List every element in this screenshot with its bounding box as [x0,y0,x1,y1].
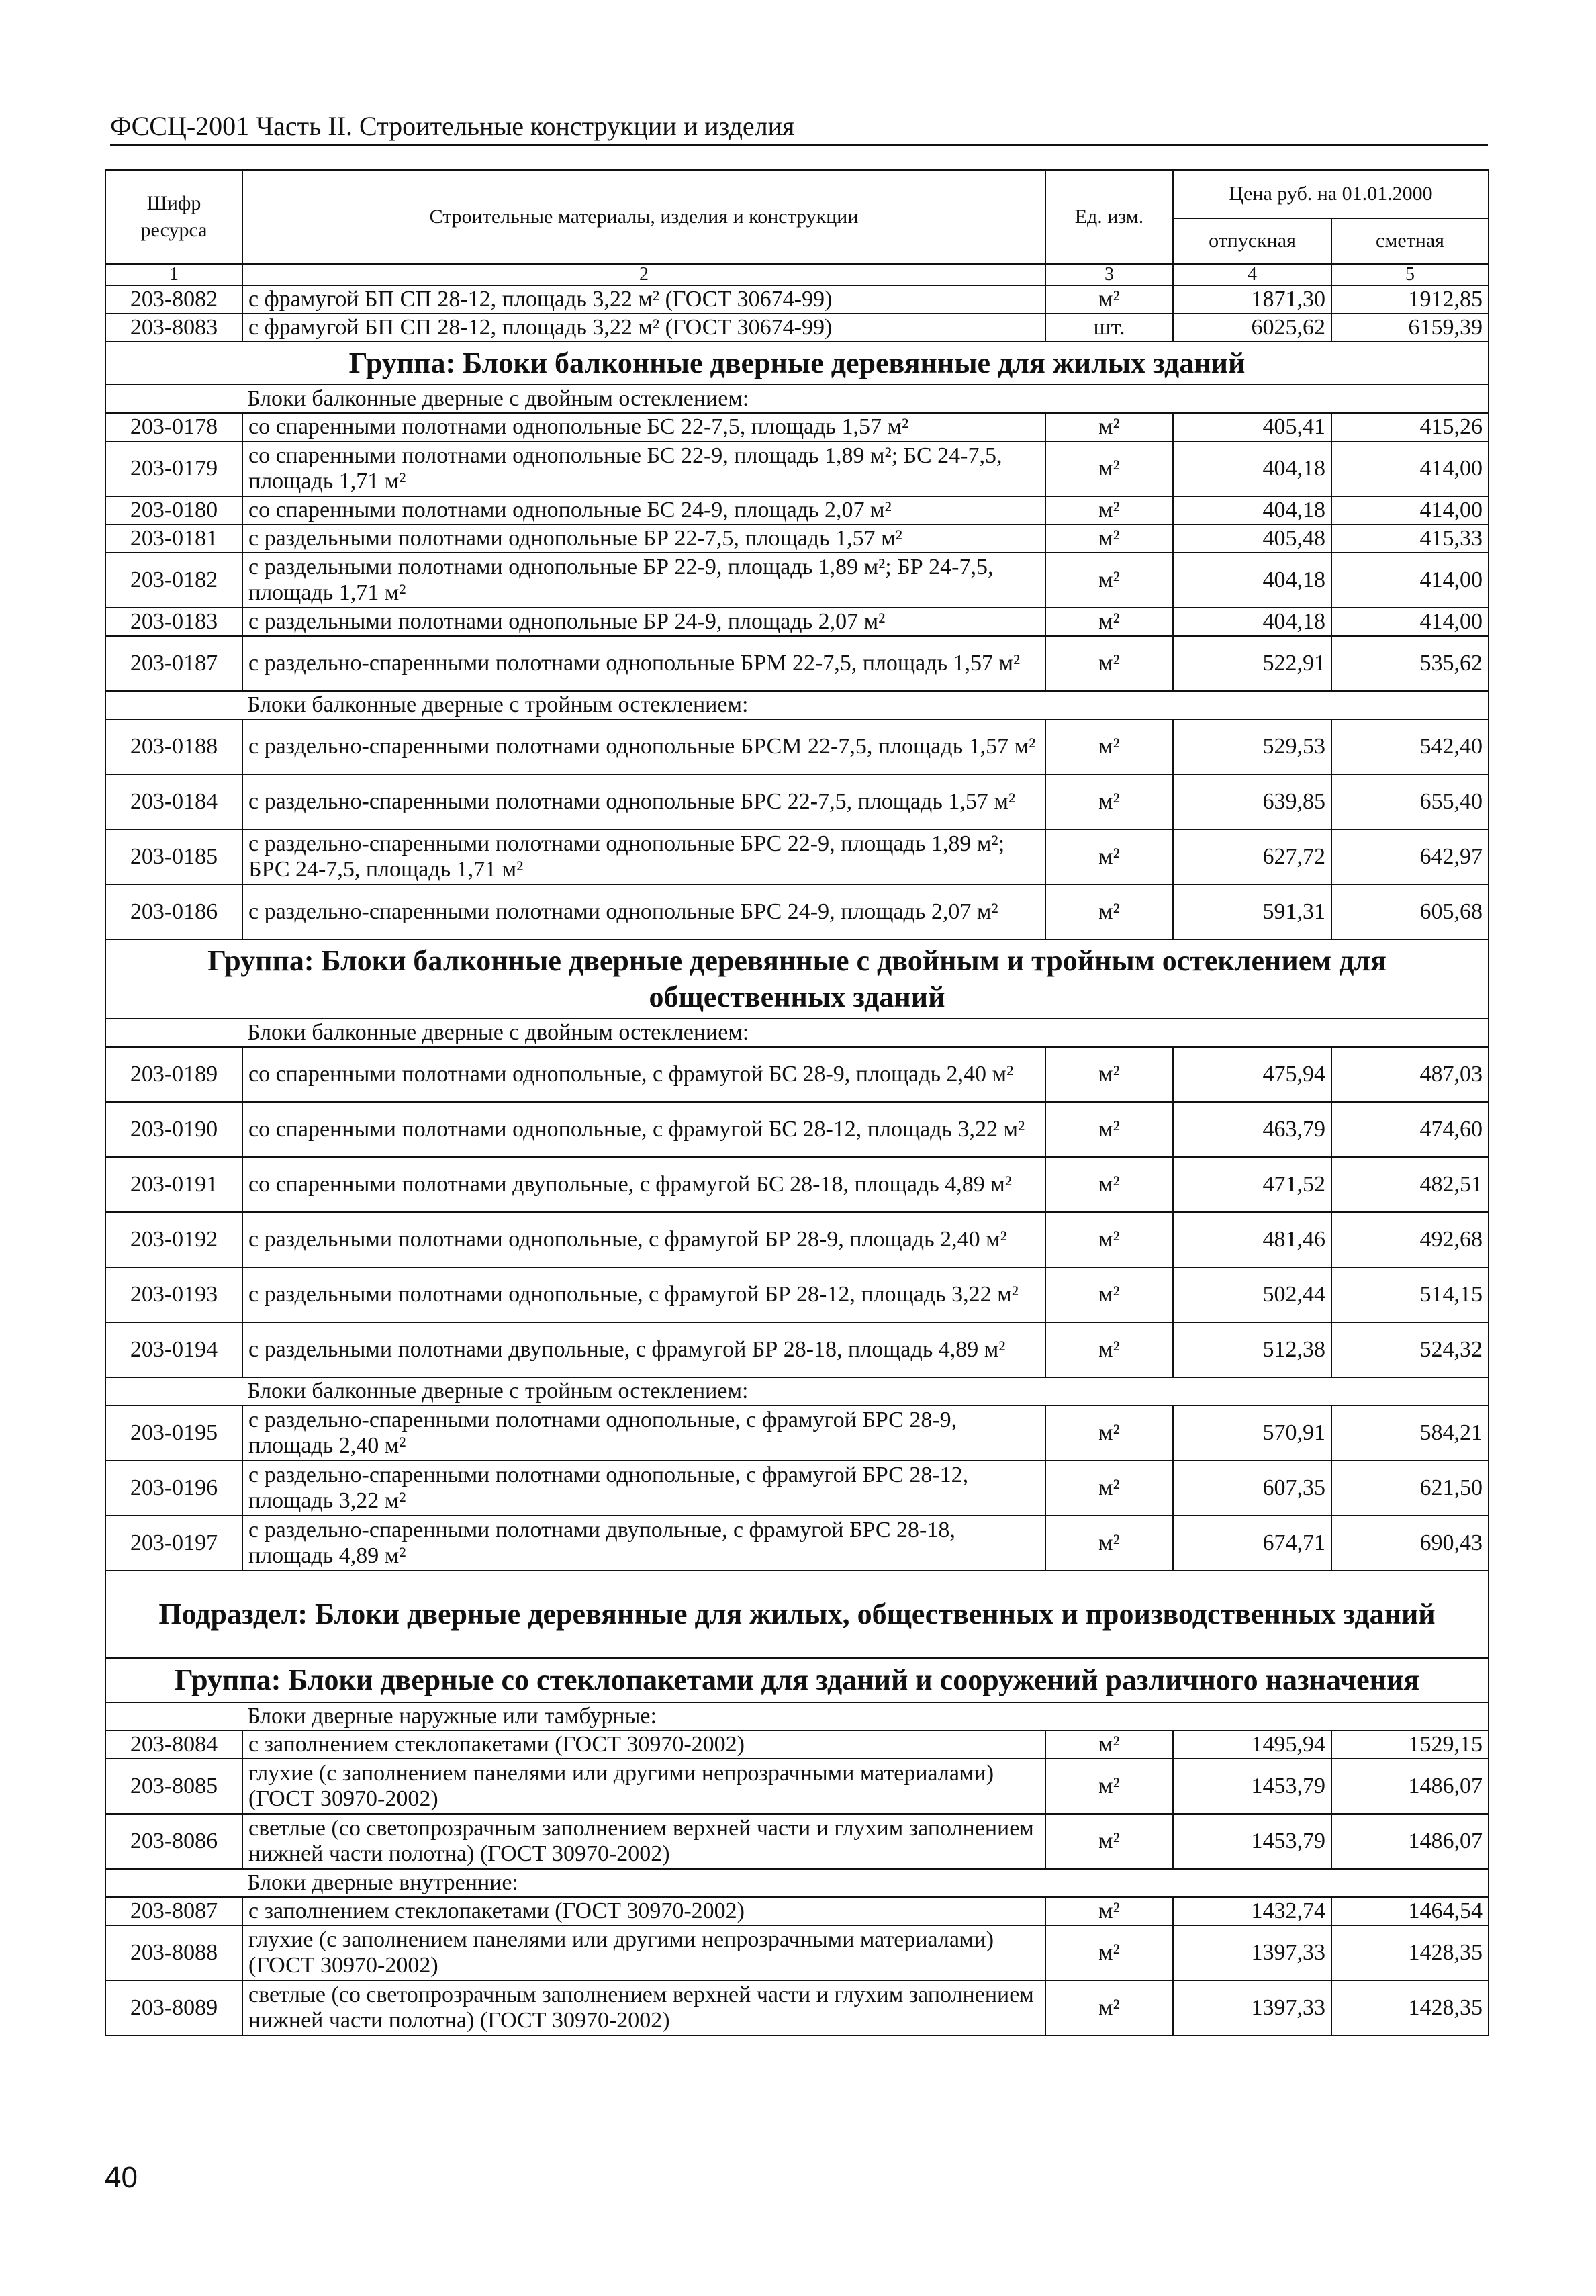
subheading-row [105,691,1489,719]
resource-code: 203-8085 [105,1759,242,1814]
unit-of-measure: м² [1045,719,1173,774]
resource-description: светлые (со светопрозрачным заполнением верхней части и глухим заполнением нижней части полотна) (ГОСТ 30970-2002) [242,1814,1045,1869]
column-number-row [105,264,1489,285]
estimate-price: 415,26 [1331,413,1489,441]
unit-of-measure: м² [1045,1461,1173,1516]
unit-of-measure: м² [1045,1267,1173,1322]
estimate-price: 482,51 [1331,1157,1489,1212]
release-price: 1495,94 [1173,1731,1331,1759]
unit-of-measure: м² [1045,1322,1173,1377]
resource-description: светлые (со светопрозрачным заполнением верхней части и глухим заполнением нижней части полотна) (ГОСТ 30970-2002) [242,1980,1045,2035]
resource-description: глухие (с заполнением панелями или другими непрозрачными материалами) (ГОСТ 30970-2002) [242,1925,1045,1980]
unit-of-measure: м² [1045,285,1173,314]
unit-of-measure: м² [1045,1102,1173,1157]
estimate-price: 605,68 [1331,884,1489,939]
table-row [105,441,1489,496]
unit-of-measure: м² [1045,1516,1173,1571]
release-price: 404,18 [1173,553,1331,608]
resource-description: со спаренными полотнами однопольные БС 24-9, площадь 2,07 м² [242,496,1045,524]
release-price: 404,18 [1173,608,1331,636]
resource-description: с раздельно-спаренными полотнами однопольные, с фрамугой БРС 28-12, площадь 3,22 м² [242,1461,1045,1516]
subheading: Блоки дверные внутренние: [105,1869,1489,1897]
resource-code: 203-8088 [105,1925,242,1980]
release-price: 1397,33 [1173,1980,1331,2035]
estimate-price: 1486,07 [1331,1814,1489,1869]
unit-of-measure: м² [1045,1047,1173,1102]
unit-of-measure: м² [1045,1731,1173,1759]
table-row [105,1759,1489,1814]
estimate-price: 642,97 [1331,829,1489,884]
unit-of-measure: м² [1045,1406,1173,1461]
table-row [105,774,1489,829]
resource-description: с раздельно-спаренными полотнами однопольные БРС 22-9, площадь 1,89 м²; БРС 24-7,5, площадь 1,71 м² [242,829,1045,884]
unit-of-measure: м² [1045,884,1173,939]
table-row [105,1102,1489,1157]
resource-code: 203-0181 [105,524,242,553]
release-price: 404,18 [1173,496,1331,524]
estimate-price: 542,40 [1331,719,1489,774]
subheading-row [105,1869,1489,1897]
table-row [105,1212,1489,1267]
table-row [105,413,1489,441]
table-row [105,553,1489,608]
estimate-price: 414,00 [1331,496,1489,524]
release-price: 570,91 [1173,1406,1331,1461]
release-price: 627,72 [1173,829,1331,884]
estimate-price: 474,60 [1331,1102,1489,1157]
unit-of-measure: м² [1045,553,1173,608]
table-row [105,1897,1489,1925]
resource-description: с раздельно-спаренными полотнами однопольные, с фрамугой БРС 28-9, площадь 2,40 м² [242,1406,1045,1461]
resource-code: 203-8084 [105,1731,242,1759]
release-price: 522,91 [1173,636,1331,691]
subheading: Блоки дверные наружные или тамбурные: [105,1702,1489,1731]
group-heading: Группа: Блоки балконные дверные деревянные с двойным и тройным остеклением для общественных зданий [105,939,1489,1019]
release-price: 591,31 [1173,884,1331,939]
release-price: 1453,79 [1173,1759,1331,1814]
resource-code: 203-0195 [105,1406,242,1461]
resource-code: 203-0189 [105,1047,242,1102]
resource-code: 203-0186 [105,884,242,939]
resource-description: с раздельными полотнами двупольные, с фрамугой БР 28-18, площадь 4,89 м² [242,1322,1045,1377]
estimate-price: 1428,35 [1331,1980,1489,2035]
release-price: 512,38 [1173,1322,1331,1377]
resource-description: с раздельными полотнами однопольные БР 22-7,5, площадь 1,57 м² [242,524,1045,553]
estimate-price: 414,00 [1331,441,1489,496]
resource-code: 203-0190 [105,1102,242,1157]
release-price: 463,79 [1173,1102,1331,1157]
column-number: 1 [105,264,242,285]
estimate-price: 1486,07 [1331,1759,1489,1814]
unit-of-measure: м² [1045,1814,1173,1869]
subheading: Блоки балконные дверные с тройным остеклением: [105,691,1489,719]
resource-description: со спаренными полотнами однопольные, с фрамугой БС 28-9, площадь 2,40 м² [242,1047,1045,1102]
header-name: Строительные материалы, изделия и конструкции [242,170,1045,264]
unit-of-measure: м² [1045,774,1173,829]
release-price: 607,35 [1173,1461,1331,1516]
resource-description: с раздельно-спаренными полотнами однопольные БРС 24-9, площадь 2,07 м² [242,884,1045,939]
table-row [105,1731,1489,1759]
header-unit: Ед. изм. [1045,170,1173,264]
release-price: 639,85 [1173,774,1331,829]
estimate-price: 414,00 [1331,553,1489,608]
resource-description: глухие (с заполнением панелями или другими непрозрачными материалами) (ГОСТ 30970-2002) [242,1759,1045,1814]
subheading-row [105,1377,1489,1406]
subheading-row [105,385,1489,413]
estimate-price: 655,40 [1331,774,1489,829]
resource-code: 203-0194 [105,1322,242,1377]
resource-code: 203-0185 [105,829,242,884]
resource-description: с раздельно-спаренными полотнами однопольные БРС 22-7,5, площадь 1,57 м² [242,774,1045,829]
resource-description: со спаренными полотнами однопольные БС 22-7,5, площадь 1,57 м² [242,413,1045,441]
header-release-price: отпускная [1173,218,1331,264]
table-row [105,1406,1489,1461]
column-number: 2 [242,264,1045,285]
table-row [105,314,1489,342]
unit-of-measure: м² [1045,413,1173,441]
resource-description: со спаренными полотнами однопольные, с фрамугой БС 28-12, площадь 3,22 м² [242,1102,1045,1157]
release-price: 471,52 [1173,1157,1331,1212]
resource-code: 203-0180 [105,496,242,524]
table-row [105,524,1489,553]
resource-description: с заполнением стеклопакетами (ГОСТ 30970-2002) [242,1731,1045,1759]
resource-code: 203-0183 [105,608,242,636]
column-number: 4 [1173,264,1331,285]
column-number: 3 [1045,264,1173,285]
subheading-row [105,1019,1489,1047]
page-number: 40 [105,2161,138,2194]
subheading-row [105,1702,1489,1731]
unit-of-measure: м² [1045,1980,1173,2035]
estimate-price: 584,21 [1331,1406,1489,1461]
resource-code: 203-0182 [105,553,242,608]
unit-of-measure: м² [1045,1897,1173,1925]
price-table [105,169,1489,2036]
resource-code: 203-0196 [105,1461,242,1516]
table-row [105,1047,1489,1102]
table-row [105,1157,1489,1212]
estimate-price: 1529,15 [1331,1731,1489,1759]
estimate-price: 621,50 [1331,1461,1489,1516]
unit-of-measure: м² [1045,636,1173,691]
unit-of-measure: шт. [1045,314,1173,342]
table-row [105,1925,1489,1980]
unit-of-measure: м² [1045,829,1173,884]
release-price: 404,18 [1173,441,1331,496]
running-header: ФССЦ-2001 Часть II. Строительные конструкции и изделия [110,110,1488,146]
estimate-price: 492,68 [1331,1212,1489,1267]
table-row [105,884,1489,939]
resource-description: с раздельно-спаренными полотнами однопольные БРМ 22-7,5, площадь 1,57 м² [242,636,1045,691]
resource-description: со спаренными полотнами двупольные, с фрамугой БС 28-18, площадь 4,89 м² [242,1157,1045,1212]
estimate-price: 535,62 [1331,636,1489,691]
subheading: Блоки балконные дверные с двойным остеклением: [105,1019,1489,1047]
release-price: 1397,33 [1173,1925,1331,1980]
resource-code: 203-0178 [105,413,242,441]
group-heading-row [105,939,1489,1019]
resource-description: с заполнением стеклопакетами (ГОСТ 30970-2002) [242,1897,1045,1925]
release-price: 1453,79 [1173,1814,1331,1869]
unit-of-measure: м² [1045,1212,1173,1267]
estimate-price: 6159,39 [1331,314,1489,342]
resource-code: 203-0179 [105,441,242,496]
resource-description: с раздельными полотнами однопольные БР 22-9, площадь 1,89 м²; БР 24-7,5, площадь 1,71 м² [242,553,1045,608]
release-price: 481,46 [1173,1212,1331,1267]
unit-of-measure: м² [1045,1759,1173,1814]
table-row [105,1322,1489,1377]
unit-of-measure: м² [1045,496,1173,524]
estimate-price: 1428,35 [1331,1925,1489,1980]
group-heading: Подраздел: Блоки дверные деревянные для жилых, общественных и производственных зданий [105,1571,1489,1658]
release-price: 1871,30 [1173,285,1331,314]
unit-of-measure: м² [1045,608,1173,636]
table-row [105,1814,1489,1869]
estimate-price: 487,03 [1331,1047,1489,1102]
unit-of-measure: м² [1045,1157,1173,1212]
resource-code: 203-0191 [105,1157,242,1212]
table-row [105,719,1489,774]
estimate-price: 1912,85 [1331,285,1489,314]
unit-of-measure: м² [1045,441,1173,496]
header-estimate-price: сметная [1331,218,1489,264]
unit-of-measure: м² [1045,524,1173,553]
table-row [105,1461,1489,1516]
resource-description: с раздельными полотнами однопольные, с фрамугой БР 28-12, площадь 3,22 м² [242,1267,1045,1322]
resource-description: с раздельными полотнами однопольные, с фрамугой БР 28-9, площадь 2,40 м² [242,1212,1045,1267]
header-code: Шифр ресурса [105,170,242,264]
estimate-price: 415,33 [1331,524,1489,553]
group-heading: Группа: Блоки дверные со стеклопакетами для зданий и сооружений различного назначения [105,1658,1489,1702]
table-row [105,496,1489,524]
resource-code: 203-0192 [105,1212,242,1267]
release-price: 1432,74 [1173,1897,1331,1925]
release-price: 475,94 [1173,1047,1331,1102]
estimate-price: 414,00 [1331,608,1489,636]
release-price: 405,41 [1173,413,1331,441]
resource-code: 203-8087 [105,1897,242,1925]
estimate-price: 514,15 [1331,1267,1489,1322]
resource-code: 203-0197 [105,1516,242,1571]
estimate-price: 524,32 [1331,1322,1489,1377]
release-price: 674,71 [1173,1516,1331,1571]
resource-code: 203-8086 [105,1814,242,1869]
table-body [105,285,1489,2035]
resource-description: с раздельно-спаренными полотнами однопольные БРСМ 22-7,5, площадь 1,57 м² [242,719,1045,774]
table-row [105,608,1489,636]
resource-code: 203-0193 [105,1267,242,1322]
estimate-price: 690,43 [1331,1516,1489,1571]
column-number: 5 [1331,264,1489,285]
release-price: 502,44 [1173,1267,1331,1322]
resource-code: 203-8083 [105,314,242,342]
release-price: 529,53 [1173,719,1331,774]
group-heading-row [105,1658,1489,1702]
table-row [105,1267,1489,1322]
resource-code: 203-8082 [105,285,242,314]
subheading: Блоки балконные дверные с тройным остеклением: [105,1377,1489,1406]
release-price: 405,48 [1173,524,1331,553]
table-row [105,1516,1489,1571]
table-header [105,170,1489,285]
resource-code: 203-0187 [105,636,242,691]
resource-code: 203-0188 [105,719,242,774]
table-row [105,829,1489,884]
resource-code: 203-8089 [105,1980,242,2035]
subheading: Блоки балконные дверные с двойным остеклением: [105,385,1489,413]
table-row [105,1980,1489,2035]
group-heading-row [105,1571,1489,1658]
release-price: 6025,62 [1173,314,1331,342]
resource-description: с фрамугой БП СП 28-12, площадь 3,22 м² (ГОСТ 30674-99) [242,314,1045,342]
estimate-price: 1464,54 [1331,1897,1489,1925]
table-row [105,285,1489,314]
unit-of-measure: м² [1045,1925,1173,1980]
resource-description: со спаренными полотнами однопольные БС 22-9, площадь 1,89 м²; БС 24-7,5, площадь 1,71 м² [242,441,1045,496]
header-price: Цена руб. на 01.01.2000 [1173,170,1489,218]
resource-description: с раздельными полотнами однопольные БР 24-9, площадь 2,07 м² [242,608,1045,636]
resource-description: с раздельно-спаренными полотнами двупольные, с фрамугой БРС 28-18, площадь 4,89 м² [242,1516,1045,1571]
group-heading-row [105,342,1489,385]
table-row [105,636,1489,691]
group-heading: Группа: Блоки балконные дверные деревянные для жилых зданий [105,342,1489,385]
resource-code: 203-0184 [105,774,242,829]
resource-description: с фрамугой БП СП 28-12, площадь 3,22 м² (ГОСТ 30674-99) [242,285,1045,314]
